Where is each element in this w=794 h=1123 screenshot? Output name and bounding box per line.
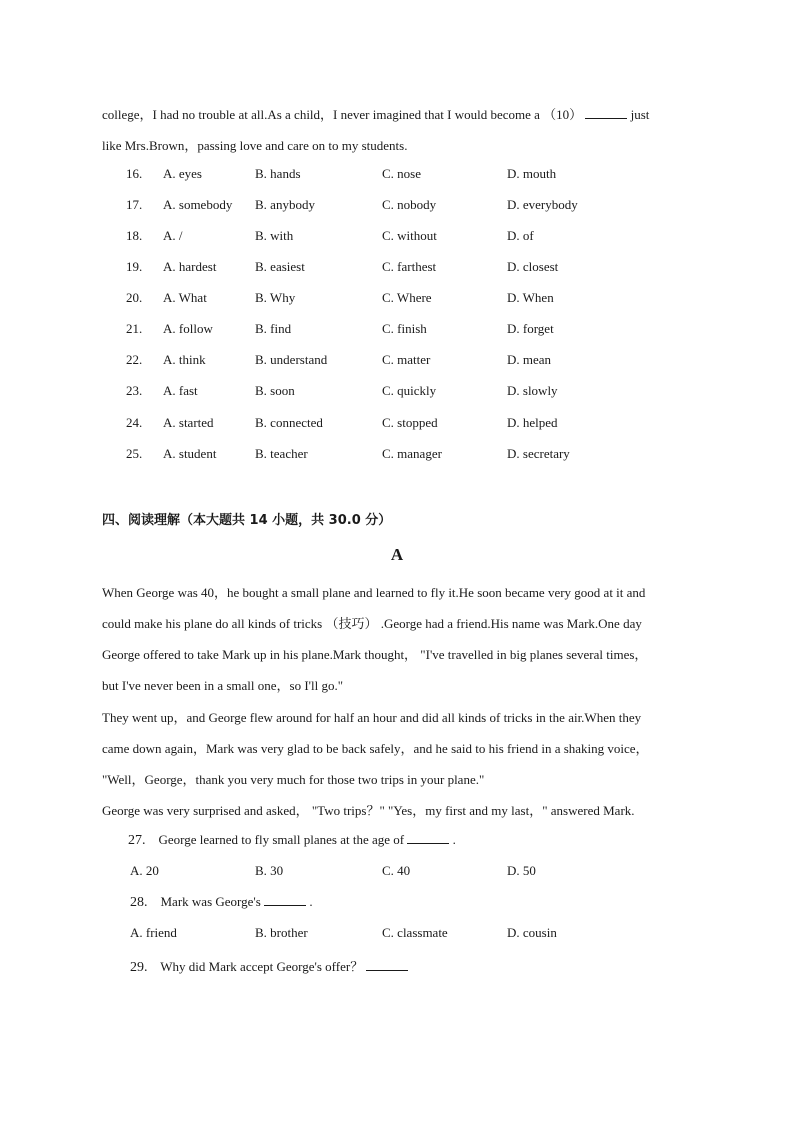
option-d: D. everybody [507,197,578,212]
option-row [0,415,794,435]
option-a: A. fast [163,383,198,398]
question-stem: George learned to fly small planes at the age of [158,832,405,847]
option-d: D. of [507,228,534,243]
option-d: D. mouth [507,166,557,181]
question-number: 24. [126,415,143,430]
option-a: A. somebody [163,197,233,212]
option-d: D. helped [507,415,558,430]
question-29 [130,956,408,976]
answer-blank [585,107,627,119]
option-b: B. 30 [255,863,284,878]
option-c: C. finish [382,321,427,336]
cloze-text-line-1: college，I had no trouble at all.As a child，I never imagined that I would become a （10） just [102,107,650,122]
option-b: B. soon [255,383,295,398]
question-stem: Mark was George's [160,894,261,909]
answer-blank [407,832,449,844]
option-c: C. matter [382,352,431,367]
passage-line: George offered to take Mark up in his plane.Mark thought， "I've travelled in big planes several times， [102,647,648,662]
option-row [0,446,794,466]
answer-blank [264,894,306,906]
option-row [0,259,794,279]
question-number: 17. [126,197,143,212]
option-d: D. 50 [507,863,536,878]
option-c: C. nobody [382,197,437,212]
option-b: B. understand [255,352,328,367]
question-number: 22. [126,352,143,367]
option-row [0,925,794,945]
option-a: A. follow [163,321,213,336]
option-b: B. teacher [255,446,308,461]
option-a: A. / [163,228,183,243]
passage-line: could make his plane do all kinds of tricks （技巧） .George had a friend.His name was Mark.One day [102,616,642,631]
option-row [0,863,794,883]
option-c: C. classmate [382,925,448,940]
option-row [0,228,794,248]
question-number: 19. [126,259,143,274]
option-c: C. Where [382,290,432,305]
option-a: A. eyes [163,166,202,181]
question-number: 20. [126,290,143,305]
option-d: D. forget [507,321,554,336]
option-a: A. student [163,446,217,461]
cloze-text-line-2: like Mrs.Brown，passing love and care on to my students. [102,138,408,153]
option-a: A. friend [130,925,177,940]
option-row [0,383,794,403]
question-27: 27. George learned to fly small planes at the age of . [128,832,456,848]
question-28: 28. Mark was George's . [130,894,313,910]
option-d: D. closest [507,259,559,274]
question-number: 28. [130,895,148,910]
question-number: 23. [126,383,143,398]
option-b: B. with [255,228,294,243]
option-a: A. think [163,352,206,367]
option-c: C. without [382,228,437,243]
option-b: B. easiest [255,259,305,274]
option-a: A. hardest [163,259,217,274]
passage-line: They went up，and George flew around for half an hour and did all kinds of tricks in the air.When they [102,710,642,725]
answer-blank [366,959,408,971]
option-b: B. find [255,321,292,336]
option-c: C. nose [382,166,421,181]
question-number: 21. [126,321,143,336]
option-c: C. 40 [382,863,411,878]
passage-label: A [390,545,404,564]
option-d: D. slowly [507,383,558,398]
option-c: C. quickly [382,383,437,398]
option-b: B. connected [255,415,323,430]
passage-line: When George was 40，he bought a small plane and learned to fly it.He soon became very good at it and [102,585,646,600]
option-b: B. hands [255,166,301,181]
option-b: B. Why [255,290,296,305]
option-d: D. mean [507,352,552,367]
option-c: C. stopped [382,415,438,430]
option-row [0,197,794,217]
option-row [0,166,794,186]
option-a: A. 20 [130,863,159,878]
option-d: D. cousin [507,925,557,940]
question-number: 18. [126,228,143,243]
option-d: D. When [507,290,554,305]
question-number: 29. [130,960,148,975]
section-title: 四、阅读理解（本大题共 14 小题，共 30.0 分） [102,513,392,528]
question-number: 16. [126,166,143,181]
option-row [0,352,794,372]
option-c: C. farthest [382,259,437,274]
option-row [0,321,794,341]
option-d: D. secretary [507,446,570,461]
passage-line: George was very surprised and asked， "Two trips？" "Yes，my first and my last，" answered Mark. [102,803,635,818]
question-number: 27. [128,833,146,848]
passage-line: came down again，Mark was very glad to be back safely，and he said to his friend in a shaking voice， [102,741,649,756]
passage-line: "Well，George，thank you very much for those two trips in your plane." [102,772,485,787]
option-b: B. brother [255,925,308,940]
option-a: A. What [163,290,207,305]
question-stem: Why did Mark accept George's offer？ [160,959,364,974]
passage-line: but I've never been in a small one，so I'll go." [102,678,344,693]
option-a: A. started [163,415,214,430]
option-row [0,290,794,310]
question-number: 25. [126,446,143,461]
option-b: B. anybody [255,197,315,212]
option-c: C. manager [382,446,442,461]
